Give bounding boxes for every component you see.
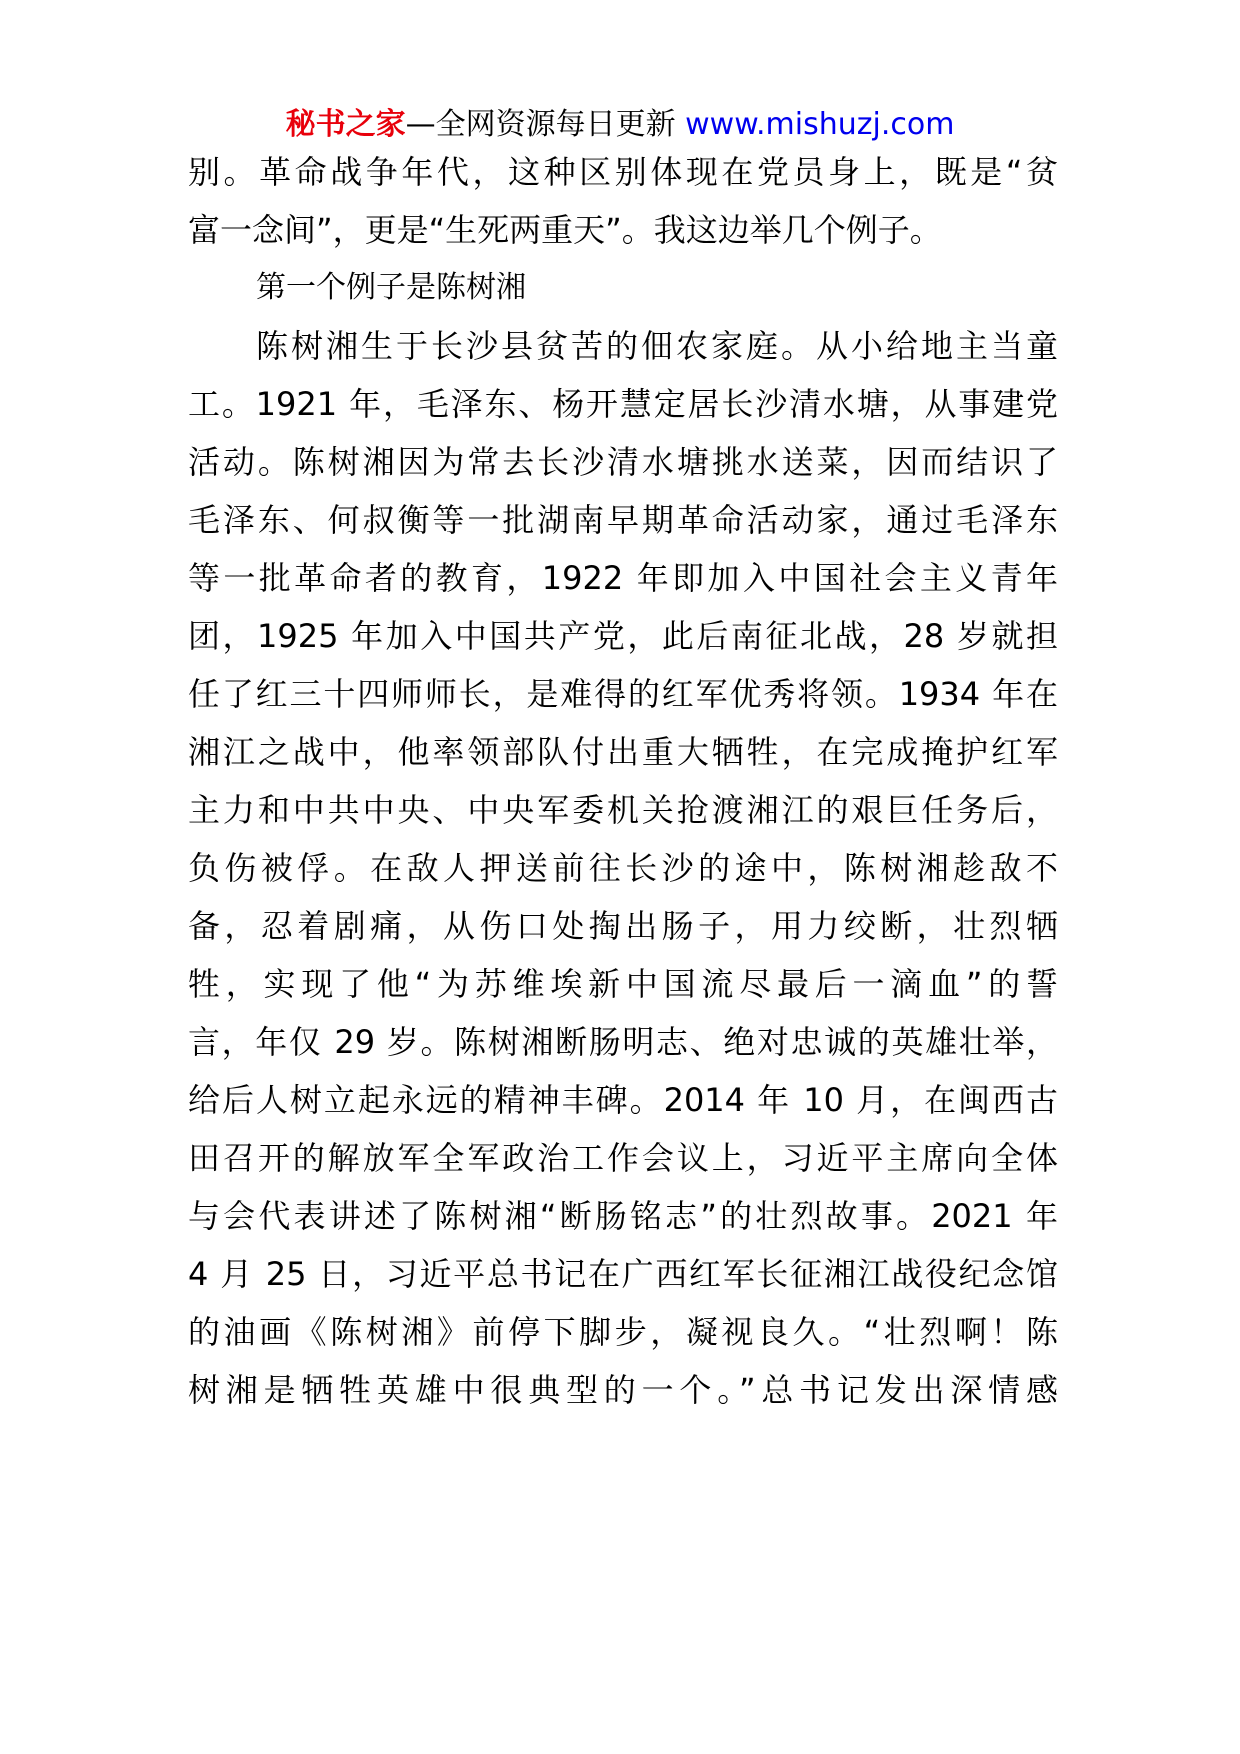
- body-line: 的油画《陈树湘》前停下脚步，凝视良久。“壮烈啊！陈: [188, 1313, 1058, 1351]
- body-line: 别。革命战争年代，这种区别体现在党员身上，既是“贫: [188, 153, 1058, 191]
- body-line: 备，忍着剧痛，从伤口处掏出肠子，用力绞断，壮烈牺: [188, 907, 1058, 945]
- body-line: 主力和中共中央、中央军委机关抢渡湘江的艰巨任务后，: [188, 791, 1058, 829]
- site-tagline: —全网资源每日更新: [405, 107, 676, 142]
- body-line: 等一批革命者的教育，1922 年即加入中国社会主义青年: [188, 559, 1058, 597]
- body-line: 活动。陈树湘因为常去长沙清水塘挑水送菜，因而结识了: [188, 443, 1058, 481]
- site-header: [0, 101, 1240, 149]
- section-heading: 第一个例子是陈树湘: [256, 270, 526, 305]
- body-line: 富一念间”，更是“生死两重天”。我这边举几个例子。: [188, 211, 942, 249]
- body-line: 田召开的解放军全军政治工作会议上，习近平主席向全体: [188, 1139, 1058, 1177]
- body-line: 毛泽东、何叔衡等一批湖南早期革命活动家，通过毛泽东: [188, 501, 1058, 539]
- body-line: 团，1925 年加入中国共产党，此后南征北战，28 岁就担: [188, 617, 1058, 655]
- body-line: 湘江之战中，他率领部队付出重大牺牲，在完成掩护红军: [188, 733, 1058, 771]
- body-line: 工。1921 年，毛泽东、杨开慧定居长沙清水塘，从事建党: [188, 385, 1058, 423]
- body-line: 陈树湘生于长沙县贫苦的佃农家庭。从小给地主当童: [256, 327, 1058, 365]
- body-line: 4 月 25 日，习近平总书记在广西红军长征湘江战役纪念馆: [188, 1255, 1058, 1293]
- body-line: 言，年仅 29 岁。陈树湘断肠明志、绝对忠诚的英雄壮举，: [188, 1023, 1058, 1061]
- body-line: 与会代表讲述了陈树湘“断肠铭志”的壮烈故事。2021 年: [188, 1197, 1058, 1235]
- body-line: 负伤被俘。在敌人押送前往长沙的途中，陈树湘趁敌不: [188, 849, 1058, 887]
- site-url-link[interactable]: www.mishuzj.com: [685, 107, 955, 142]
- body-line: 牲，实现了他“为苏维埃新中国流尽最后一滴血”的誓: [188, 965, 1058, 1003]
- body-line: 任了红三十四师师长，是难得的红军优秀将领。1934 年在: [188, 675, 1058, 713]
- site-brand: 秘书之家: [285, 107, 406, 142]
- body-line: 树湘是牺牲英雄中很典型的一个。”总书记发出深情感: [188, 1371, 1058, 1409]
- body-line: 给后人树立起永远的精神丰碑。2014 年 10 月，在闽西古: [188, 1081, 1058, 1119]
